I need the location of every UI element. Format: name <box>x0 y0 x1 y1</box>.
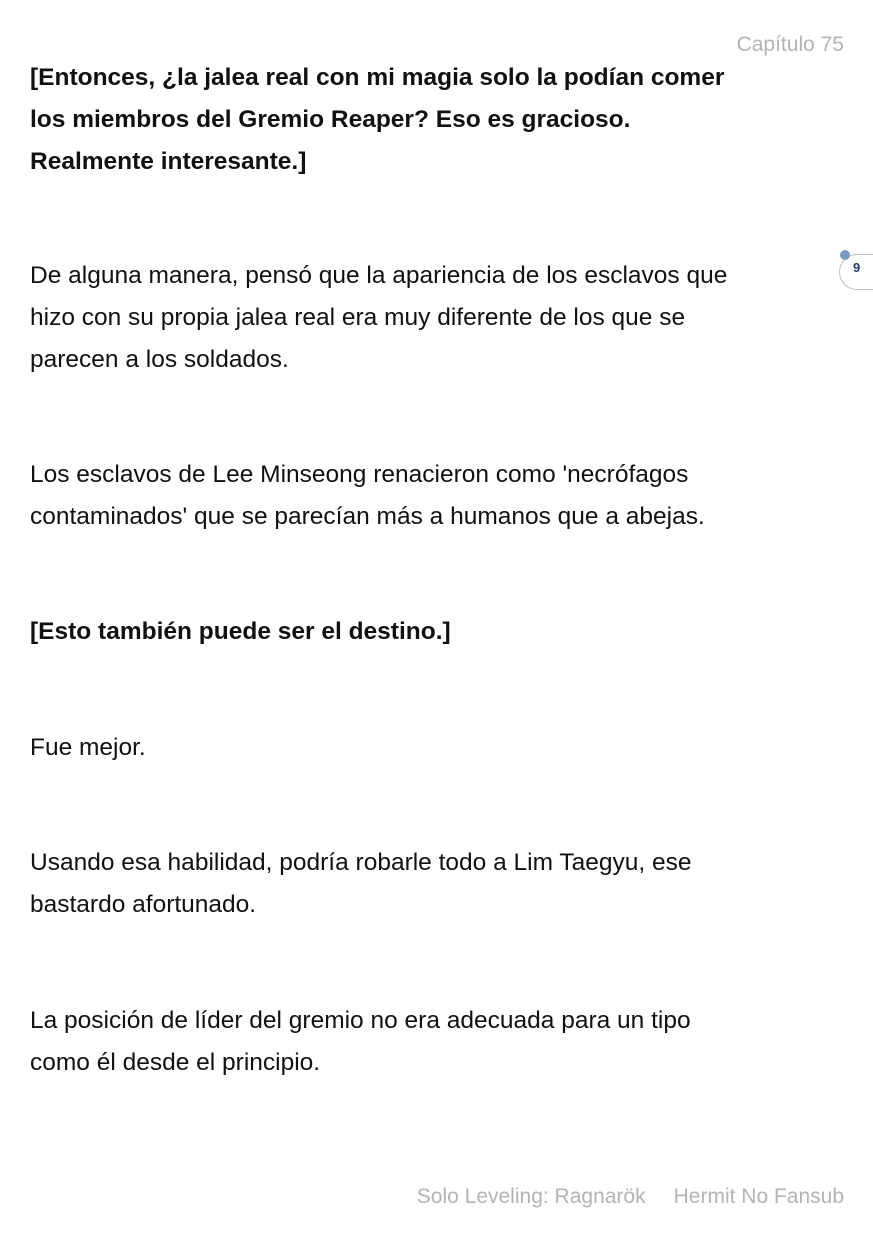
paragraph-line: [Esto también puede ser el destino.] <box>30 618 451 645</box>
paragraph-7 <box>30 1000 830 1084</box>
paragraph-line: parecen a los soldados. <box>30 346 289 373</box>
page-footer <box>417 1184 844 1210</box>
paragraph-line: como él desde el principio. <box>30 1049 321 1076</box>
paragraph-4 <box>30 611 830 653</box>
chapter-header: Capítulo 75 <box>736 33 844 56</box>
page-number: 9 <box>853 260 861 275</box>
page-marker-dot <box>840 250 850 260</box>
paragraph-3 <box>30 454 830 538</box>
paragraph-line: hizo con su propia jalea real era muy diferente de los que se <box>30 304 686 331</box>
paragraph-line: Usando esa habilidad, podría robarle todo a Lim Taegyu, ese <box>30 849 692 876</box>
paragraph-line: Fue mejor. <box>30 734 146 761</box>
paragraph-line: La posición de líder del gremio no era adecuada para un tipo <box>30 1007 691 1034</box>
paragraph-line: [Entonces, ¿la jalea real con mi magia solo la podían comer <box>30 64 725 91</box>
paragraph-6 <box>30 842 830 926</box>
paragraph-line: contaminados' que se parecían más a humanos que a abejas. <box>30 503 705 530</box>
paragraph-line: los miembros del Gremio Reaper? Eso es gracioso. <box>30 106 631 133</box>
paragraph-line: Los esclavos de Lee Minseong renacieron como 'necrófagos <box>30 461 689 488</box>
paragraph-2 <box>30 255 830 381</box>
paragraph-5 <box>30 727 830 769</box>
paragraph-1 <box>30 57 830 183</box>
paragraph-line: De alguna manera, pensó que la apariencia de los esclavos que <box>30 262 728 289</box>
paragraph-line: bastardo afortunado. <box>30 891 257 918</box>
page-marker <box>837 250 873 290</box>
footer-title: Solo Leveling: Ragnarök <box>416 1185 646 1208</box>
paragraph-line: Realmente interesante.] <box>30 148 307 175</box>
footer-credit: Hermit No Fansub <box>673 1185 844 1208</box>
